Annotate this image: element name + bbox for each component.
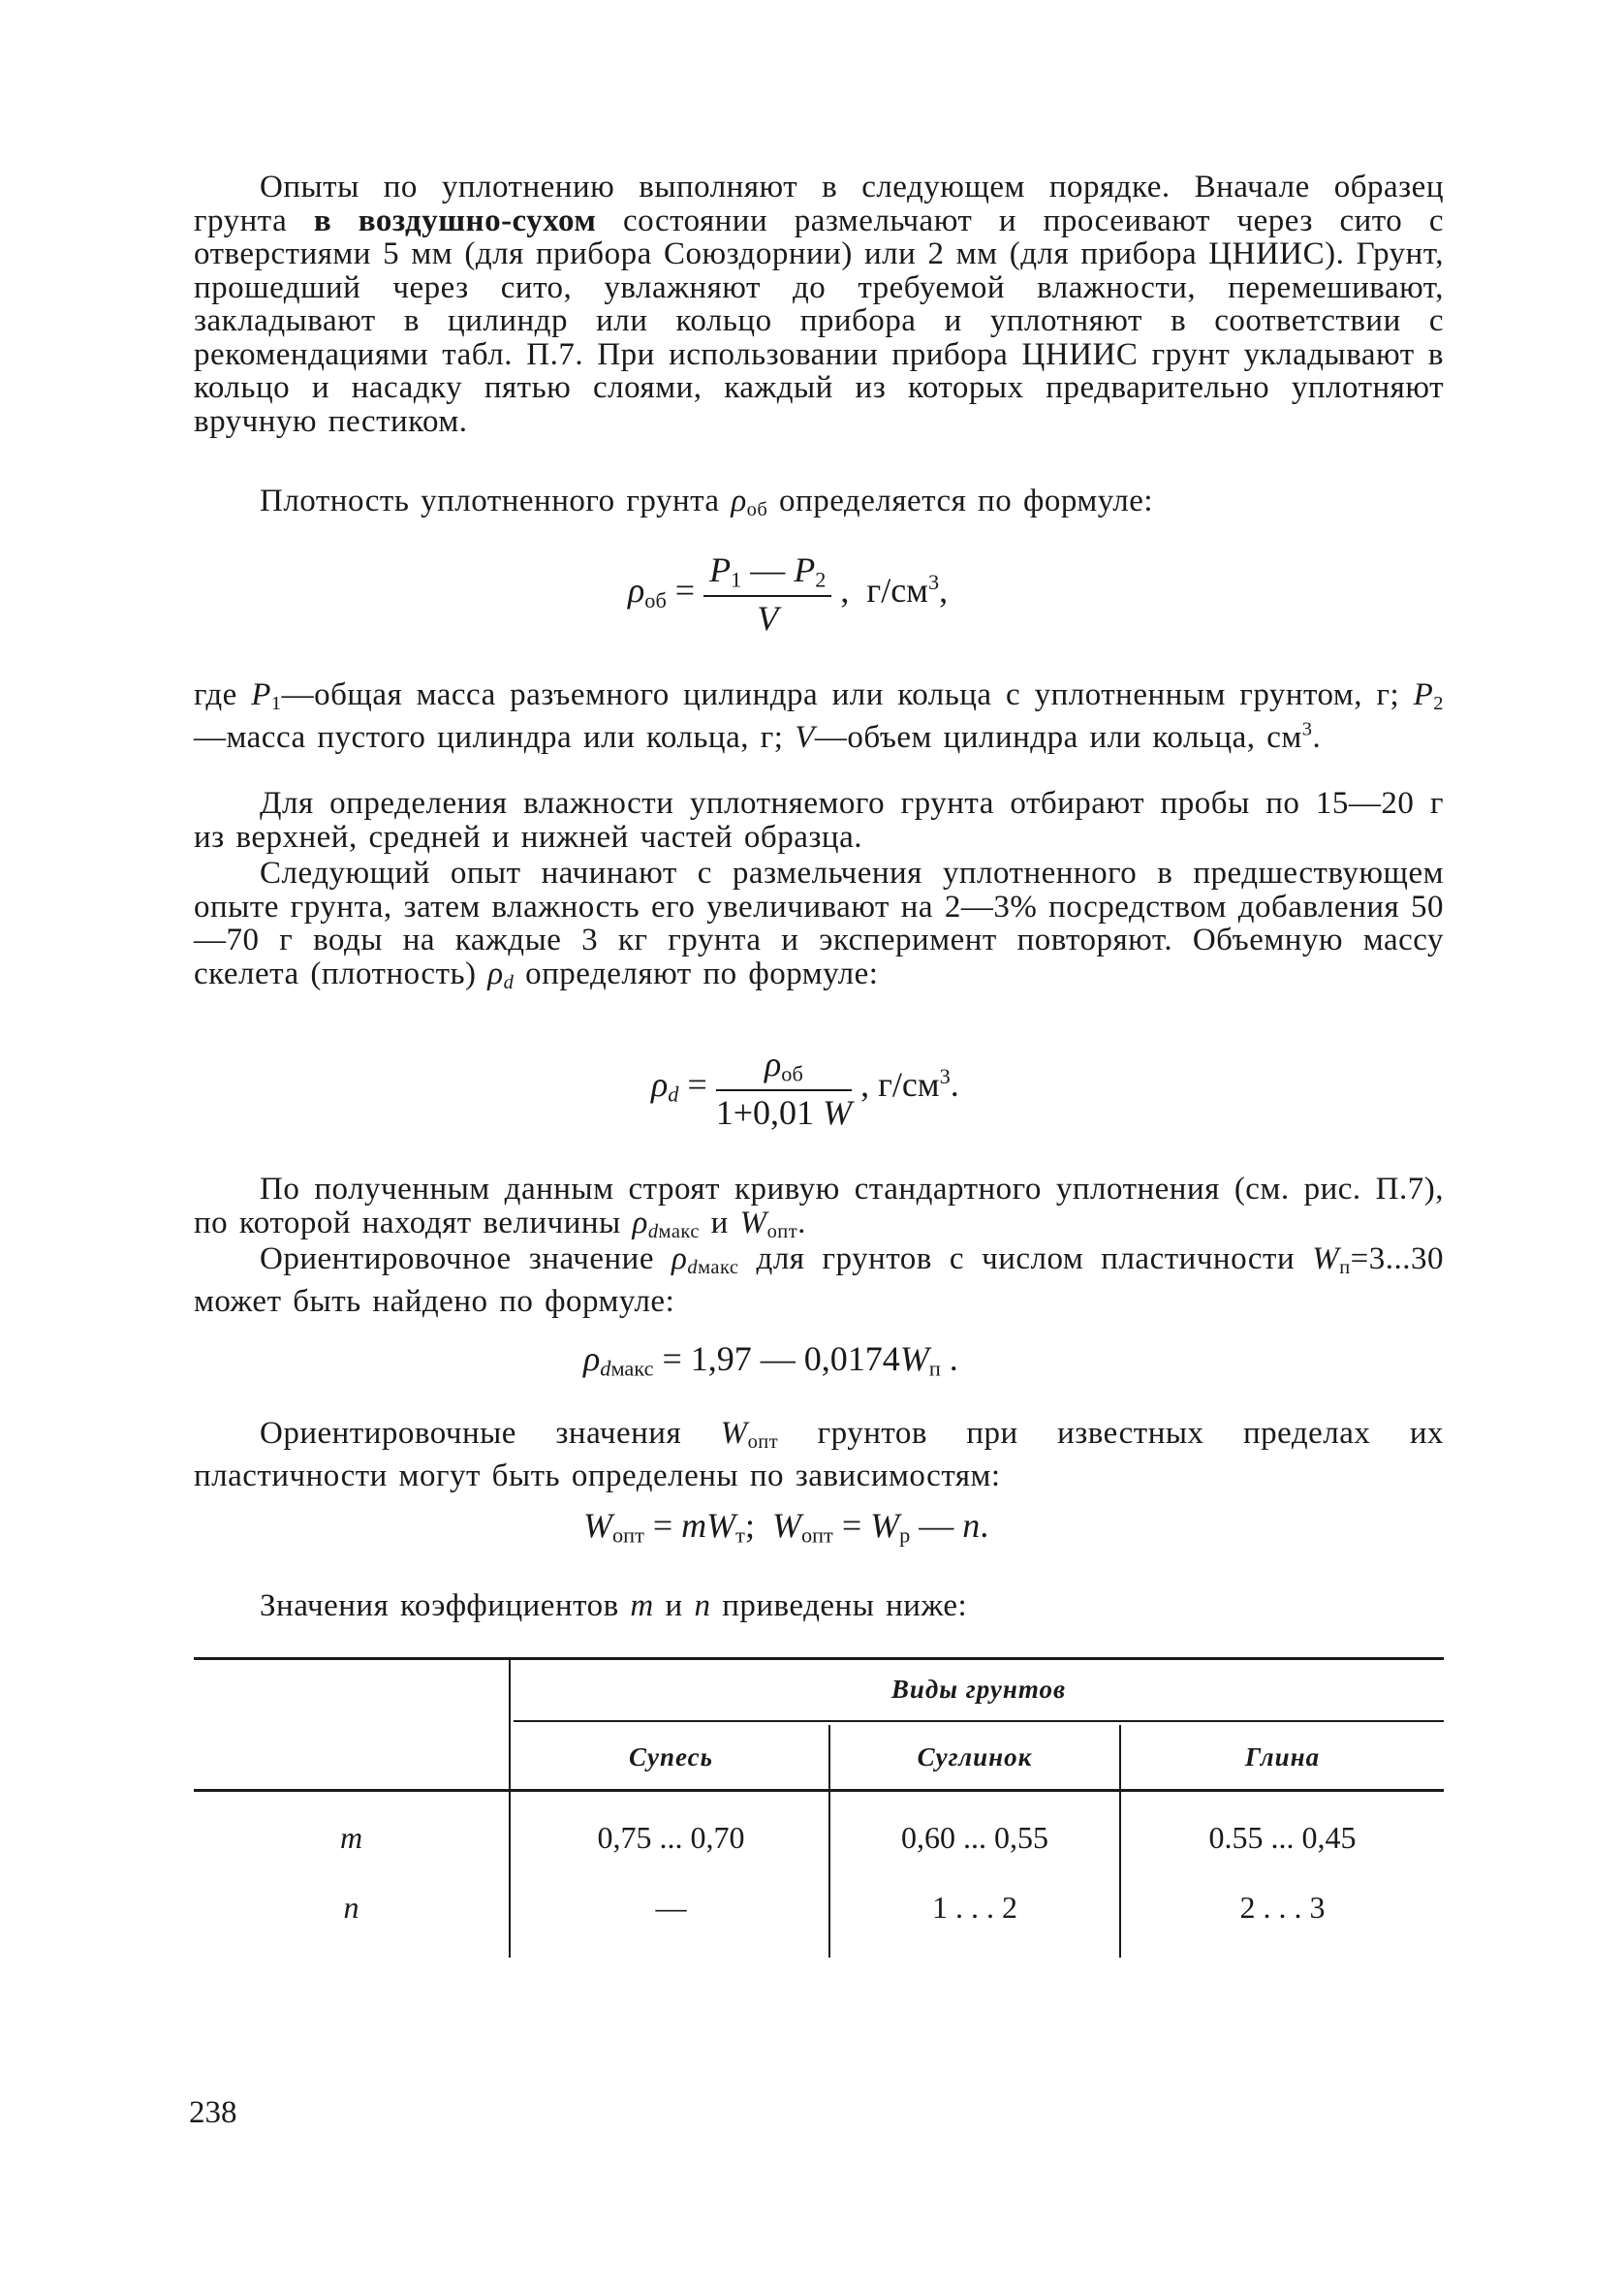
paragraph-density-intro: Плотность уплотненного грунта $\rho_{об}$ определяется по формуле: [260, 484, 1154, 521]
table-cell: 0,75 ... 0,70 [597, 1820, 745, 1855]
page-number: 238 [189, 2095, 237, 2130]
paragraph-sampling: Для определения влажности уплотняемого грунта отбирают пробы по 15—20 г из верхней, средней и нижней частей образца. [194, 786, 1444, 855]
paragraph-next-test: Следующий опыт начинают с размельчения уплотненного в предшествующем опыте грунта, затем влажность его увеличивают на 2—3% посредством добавления 50—70 г воды на каждые 3 кг грунта и эксперимент повторяют. Объемную массу скелета (плотность) $\rho_d$ определяют по формуле: [194, 856, 1444, 993]
table-row-label: n [343, 1890, 359, 1925]
formula-density: $\rho_{об}$ = $\frac{P_1 — P_2}{V}$ , $г/см^3$, [628, 550, 949, 638]
table-cell: 1 . . . 2 [932, 1890, 1017, 1925]
paragraph-where: где $P_1—общая$ масса разъемного цилиндра или кольца с уплотненным грунтом, г; $P_2—масса$ пустого цилиндра или кольца, г; V—объем цилиндра или кольца, $см^3$. [194, 677, 1444, 755]
formula-dry-density: $\rho_d$ = $\frac{\rho_{об}}{1+0,01 W}$ , $г/см^3$. [651, 1045, 959, 1132]
formula-max-density: $\rho_{dмакс} = 1,97$ — $0,0174W_п$ . [583, 1339, 958, 1381]
header-bottom-rule [194, 1789, 1444, 1792]
coefficients-table [194, 1657, 1444, 1958]
group-header-rule [514, 1720, 1444, 1722]
table-cell: 2 . . . 3 [1239, 1890, 1326, 1925]
paragraph-coefficients: Значения коэффициентов m и n приведены ниже: [260, 1588, 968, 1623]
table-cell: 0,60 ... 0,55 [901, 1820, 1048, 1855]
table-group-header: Виды грунтов [890, 1675, 1067, 1704]
table-cell: — [655, 1890, 687, 1925]
formula-optimal-moisture: $W_{опт} = mW_т$; $W_{опт} = W_р$ — n. [583, 1506, 989, 1548]
table-cell: 0.55 ... 0,45 [1208, 1820, 1357, 1855]
paragraph-approx-opt: Ориентировочные значения $W_{опт}$ грунтов при известных пределах их пластичности могут быть определены по зависимостям: [194, 1416, 1444, 1493]
table-column-header: Глина [1244, 1742, 1321, 1772]
paragraph-curve: По полученным данным строят кривую стандартного уплотнения (см. рис. П.7), по которой находят величины $\rho_{dмакс}$ и $W_{опт}$. [194, 1172, 1444, 1242]
table-vertical-rule [509, 1657, 511, 1958]
table-top-rule [194, 1657, 1444, 1660]
table-column-header: Супесь [629, 1742, 713, 1772]
table-row-label: m [339, 1820, 363, 1855]
paragraph-approx-max: Ориентировочное значение $\rho_{dмакс}$ для грунтов с числом пластичности $W_п=3...30$ может быть найдено по формуле: [194, 1241, 1444, 1319]
table-column-header: Суглинок [917, 1742, 1033, 1772]
paragraph-procedure: Опыты по уплотнению выполняют в следующем порядке. Вначале образец грунта в воздушно-сухом состоянии размельчают и просеивают через сито с отверстиями 5 мм (для прибора Союздорнии) или 2 мм (для прибора ЦНИИС). Грунт, прошедший через сито, увлажняют до требуемой влажности, перемешивают, закладывают в цилиндр или кольцо прибора и уплотняют в соответствии с рекомендациями табл. П.7. При использовании прибора ЦНИИС грунт укладывают в кольцо и насадку пятью слоями, каждый из которых предварительно уплотняют вручную пестиком. [194, 170, 1444, 439]
